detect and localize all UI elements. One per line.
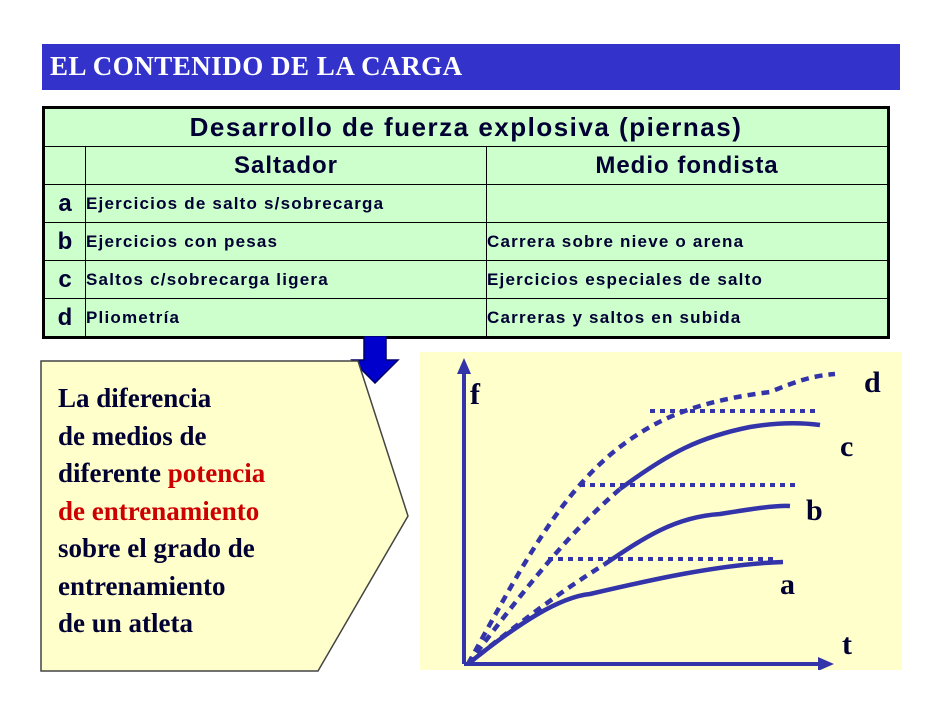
title-bar <box>42 44 900 90</box>
empty-header-cell <box>44 147 86 185</box>
callout-text-segment: diferente <box>58 458 168 488</box>
table-row <box>44 299 889 338</box>
row-letter: d <box>44 299 86 338</box>
row-letter: c <box>44 261 86 299</box>
table-heading-row <box>44 108 889 147</box>
column-header-saltador: Saltador <box>86 147 487 185</box>
fondista-cell <box>487 185 889 223</box>
callout-line: entrenamiento <box>58 570 226 601</box>
x-axis-label: t <box>842 628 852 661</box>
table-header-row <box>44 147 889 185</box>
table-heading: Desarrollo de fuerza explosiva (piernas) <box>44 108 889 147</box>
row-letter: b <box>44 223 86 261</box>
saltador-cell: Ejercicios con pesas <box>86 223 487 261</box>
force-time-graph <box>420 352 902 670</box>
saltador-cell: Pliometría <box>86 299 487 338</box>
column-header-fondista: Medio fondista <box>487 147 889 185</box>
fondista-cell: Carrera sobre nieve o arena <box>487 223 889 261</box>
callout-line: de medios de <box>58 420 207 451</box>
page-title: EL CONTENIDO DE LA CARGA <box>50 51 463 81</box>
saltador-cell: Saltos c/sobrecarga ligera <box>86 261 487 299</box>
callout-line: sobre el grado de <box>58 533 255 563</box>
fondista-cell: Carreras y saltos en subida <box>487 299 889 338</box>
table-row <box>44 261 889 299</box>
curve-label-d: d <box>864 366 881 399</box>
fondista-cell: Ejercicios especiales de salto <box>487 261 889 299</box>
exercise-table <box>42 106 890 339</box>
callout-text <box>58 380 265 643</box>
saltador-cell: Ejercicios de salto s/sobrecarga <box>86 185 487 223</box>
callout-highlight: de entrenamiento <box>58 495 260 526</box>
table-row <box>44 223 889 261</box>
curve-label-b: b <box>806 494 823 527</box>
table-row <box>44 185 889 223</box>
row-letter: a <box>44 185 86 223</box>
curve-label-a: a <box>780 568 795 601</box>
callout-highlight: potencia <box>167 458 266 488</box>
curve-label-c: c <box>840 430 854 463</box>
callout-line: La diferencia <box>58 383 212 413</box>
y-axis-label: f <box>470 378 480 411</box>
callout-line: de un atleta <box>58 608 193 638</box>
callout-line <box>58 455 265 493</box>
